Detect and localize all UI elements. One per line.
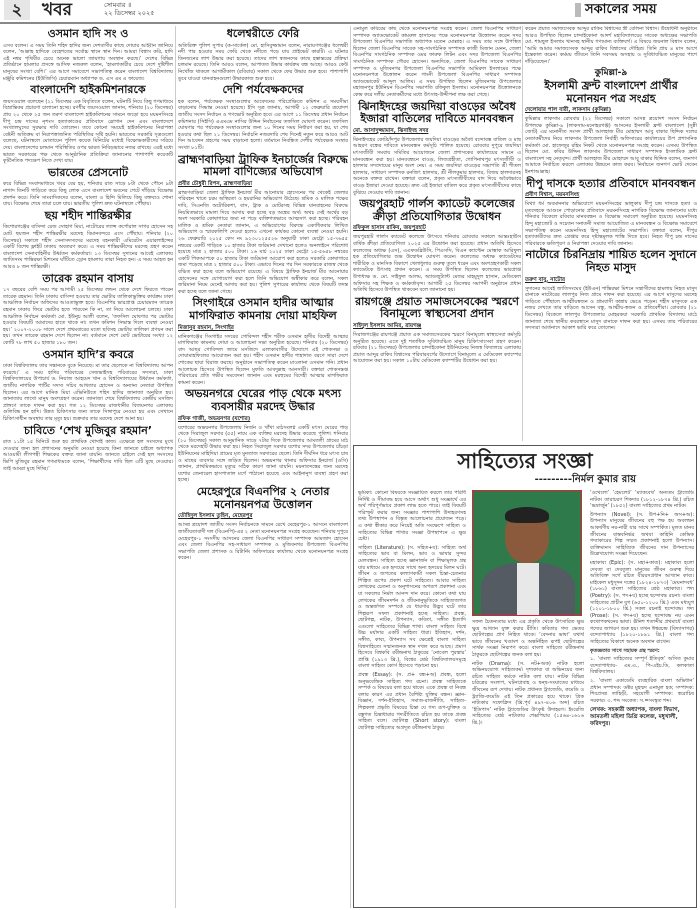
section-title: খবর xyxy=(42,0,72,20)
reference-item: ১. ‘বাংলা সাহিত্যের সম্পূর্ণ ইতিবৃত্ত’ অসিত কুমার বন্দ্যোপাধ্যায়- এম.এ., পি-এইচ.ডি, কলকাতা বিশ্ববিদ্যালয়। xyxy=(590,656,694,676)
article-body: রাত ১১টা ১৫ মিনিটে শুরু হয় প্রাথমিক খোদাই কাজ। এক্ষেত্রে হল সংসদের মুখে দেওয়ার জন্য হল প্রশাসনের অনুমতি নেওয়া হয়েছে কিনা জানতে চাইলে অধ্যাপক আওয়ামী লীগপন্থী শিক্ষকের বক্তব্য জানা যায়নি। জানতে চাইলে সেই হল সংসদের ভিপি মুজিবুর রহমান গণমাধ্যমকে বলেন, ‘শিক্ষার্থীদের দাবি ছিল এটি মুছে দেওয়ার। তাই আমরা মুছে দিচ্ছি।’ xyxy=(3,439,173,472)
feature-column-middle xyxy=(472,490,584,905)
article-body: সুদানের আবেই জাতিসংঘের (ইউএন) শান্তিরক্ষা মিশনে সন্ত্রাসীদের হামলায় নিহত মাসুদ রানাকে নাটোরের লালপুর নিজ গ্রামে দাফন করা হয়েছে। এর আগে মাসুদের মরদেহ গাড়িতে পৌঁছালে আত্মীয়স্বজন ও গ্রামবাসী কান্নায় ভেঙে পড়েন। শহীদ মাসুদকে এক নজর দেখতে তার বাড়িতে আসেন বন্ধু, আত্মীয়-স্বজন ও প্রতিবেশীরা। রোববার (২১ ডিসেম্বর) বিকেলে লালপুর উপজেলার মোহরকয়া সরকারি প্রাথমিক বিদ্যালয় মাঠে জানাজা শেষে স্থানীয় কবরস্থানে মাসুদ রানাকে দাফন করা হয়। এসময় তার পরিবারের সদস্যরা আর্তনাদে আকাশ ভারি করে তোলেন। xyxy=(525,285,697,332)
headline[interactable]: জয়পুরহাট গার্লস ক্যাডেট কলেজের ক্রীড়া প্রতিযোগিতার উদ্বোধন xyxy=(359,197,515,223)
article-body: যশোরের অভয়নগর উপজেলায় নির্জন ও খাঁখা মাঠসংলগ্ন একটি মৎস্য ঘেরের পাড় থেকে সিরাজুল সরদার (৫৫) নামে এক ব্যক্তির মরদেহ উদ্ধার করেছে পুলিশ। শনিবার (২০ ডিসেম্বর) সকাল আনুমানিক সাড়ে ৭টার দিকে উপজেলার আমতলী গ্রামের মাঠ থেকে মরদেহটি উদ্ধার করা হয়। নিহত সিরাজুল সরদার যশোর সদর উপজেলার চাঁচড়া ইউনিয়নের মাহিদিয়া গ্রামের মৃত মুনতাজ সরদারের ছেলে। তিনি দীর্ঘদিন ধরে মৎস্য চাষ ও মাছের ব্যবসার সঙ্গে জড়িত ছিলেন। অভয়নগর থানার অফিসার ইনচার্জ (ওসি) জানান, প্রাথমিকভাবে মৃত্যুর সঠিক কারণ জানা যায়নি। ময়নাতদন্তের জন্য মরদেহ যশোর জেনারেল হাসপাতাল মর্গে পাঠানো হয়েছে এবং আইনানুগ ব্যবস্থা গ্রহণ করা হচ্ছে। xyxy=(178,424,348,484)
article-body: সিরাজগঞ্জের রায়গঞ্জে প্রয়াত এক সমাজসেবকের স্মরণে বিনামূল্যে স্বাস্থ্যসেবা কর্মসূচি অনুষ্ঠিত হয়েছে। এতে দুই শতাধিক সুবিধাবঞ্চিত মানুষ চিকিৎসাসেবা গ্রহণ করেন। রবিবার (২১ ডিসেম্বর) উপজেলার চান্দাইকোনা ইউনিয়নের নিজস্ব বিদ্যালয়ে এলাকায় প্রয়াত আব্দুর রাকিব বিশ্বাসের পরিবারবর্গের উদ্যোগে বিনামূল্যে এ মেডিকেল ক্যাম্পের আয়োজন করা হয়। সকাল ১০টায় মেডিকেল ক্যাম্পটির উদ্বোধন করা হয়। xyxy=(353,332,521,365)
feature-column-left xyxy=(358,490,466,905)
column-2 xyxy=(178,26,348,908)
date-block xyxy=(104,1,154,17)
page-number: ২ xyxy=(4,0,30,20)
article-body: আসন্ন ত্রয়োদশ জাতীয় সংসদ নির্বাচনকে সামনে রেখে মেহেরপুর-১ আসনে বাংলাদেশ জাতীয়তাবাদী দল (বিএনপি)-এর ২ নেতা মনোনয়নপত্র সংগ্রহ করেছেন। শনিবার দুপুরে মেহেরপুর-১ সংসদীয় আসনের জেলা বিএনপির সাধারণ সম্পাদক আমজাদ হোসেন এবং জেলা বিএনপির সহ-সাধারণ সম্পাদক ও মুজিবনগর উপজেলা বিএনপির সভাপতি জেলা প্রশাসক ও রিটার্নিং অফিসারের কার্যালয় থেকে মনোনয়নপত্র সংগ্রহ করেন। xyxy=(178,522,348,562)
article-body: মহাকাব্য (Epic): (স. মহা+কাব্য): মহাকাব্য হলো দেবতা বা দেবতুল্য মানুষের জীবন গুরুত্ব দিয়ে অতিবিক্ত সর্গে রচিত বীররসপ্রধান আখ্যান কাব্য। মাইকেল মধুসূদন দত্তের (১৮২৪-১৮৭৩) ‘মেঘনাদবধ’ (১৮৬১) বাংলা সাহিত্যের শ্রেষ্ঠ মহাকাব্য। পদ্য (Poetry): (স. পদ+য) হচ্ছে ছন্দোবদ্ধ রচনা। বাংলা সাহিত্যের প্রাচীন যুগ (৬৫০-১২০০ খ্রি.) এবং মধ্যযুগ (১২০১-১৮০০ খ্রি.) সকল রচনাই ছন্দোবদ্ধ। গদ্য (Prose): (স. গদ+য) হচ্ছে ছন্দোবদ্ধ নয় এমন কথোপকথনের ভাষা। ঊনিশ শতাব্দীর প্রথমার্ধে বাংলা গদ্যের জাগরণ শুরু হয়। তখন ঈশ্বরচন্দ্র (বিদ্যাসাগর) বন্দ্যোপাধ্যায় (১৮২০-১৮৯১ খ্রি.) বাংলা গদ্য সাহিত্যের বিকাশে অনেক অবদান রাখেন। xyxy=(590,559,694,646)
headline[interactable]: দেশি পর্যবেক্ষকদের xyxy=(222,83,304,97)
article-body: ঝিনাইদহের কোটচাঁদপুর উপজেলার জয়দিয়া বাওড়ের অবৈধ বন্দোবস্ত বাতিল ও মাছ আহরণ বন্ধের দাবিতে মানববন্ধন কর্মসূচি পালিত হয়েছে। রোববার দুপুরে জয়দিয়া মৎস্যজীবী সমবায় সমিতির আয়োজনে জেলা প্রশাসকের কার্যালয়ের সামনে এ মানববন্ধন করা হয়। মানববন্ধনে বাওড়, লিজগ্রহীতা, গোপিনাথপুর মৎস্যজীবী ও হালদার সম্প্রদায়ের মানুষ অংশ নেয়। এ সময় জয়দিয়া বাওড়ের সভাপতি শ্রী শীতল হালদার, সাধারণ সম্পাদক রনজিৎ হালদার, শ্রী নীলকুমার হালদার, বিজয় হালদারসহ অনেকে বক্তব্য রাখেন। বক্তারা বলেন, প্রকৃত মৎস্যজীবীদের বাদ দিয়ে অবৈধভাবে বাওড় ইজারা দেওয়া হয়েছে। দ্রুত এই ইজারা বাতিল করে প্রকৃত মৎস্যজীবীদের কাছে বুঝিয়ে দেওয়ার দাবি জানান। xyxy=(353,136,521,196)
column-rule xyxy=(350,26,351,908)
byline: রফিক গাজী, অভয়নগর (যশোর) xyxy=(178,415,251,422)
byline: তরুণ বাবু, নাটোর xyxy=(525,276,566,283)
column-rule xyxy=(522,26,523,441)
byline: প্রবীণ বিশ্বাস, ময়মনসিংহ xyxy=(525,192,580,199)
byline: সাইদুল ইসলাম আমির, রায়গঞ্জ xyxy=(353,323,422,330)
byline: রফিকুল হাসান রাকিব, জয়পুরহাট xyxy=(353,225,426,232)
literature-feature-box xyxy=(353,445,697,908)
article-body: জয়সওয়াল বলেছেন (২১ ডিসেম্বর এক বিবৃতিতে বলেন, ঘটনাটি নিয়ে কিছু গণমাধ্যমে বিভ্রান্তিকর প্রচারণা চালানো হচ্ছে। রণধীর জয়সওয়াল জানান, শনিবার (২০ ডিসেম্বর) প্রায় ২০ থেকে ২৫ জন তরুণ বাংলাদেশ হাইকমিশনের সামনে জড়ো হয়ে ময়মনসিংহে দীপু চন্দ্র দাসের নৃশংস হত্যাকাণ্ডের প্রতিবাদে স্লোগান দেন এবং বাংলাদেশে সংখ্যালঘুদের সুরক্ষার দাবি তোলেন। তবে কোনো সময়েই হাইকমিশনের নিরাপত্তা বেষ্টনী অতিক্রম বা নিরাপত্তাজনিত পরিস্থিতির সৃষ্টি হয়নি। ভারতের সরকারি সূত্রগুলো বলেছে, ঘটনাস্থলে মোতায়েন পুলিশ কয়েক মিনিটের মধ্যেই বিক্ষোভকারীদের সরিয়ে দেয়। বাংলাদেশের চলমান পরিস্থিতির ওপর ভারত নিবিড়ভাবে নজর রাখছে। এরই মধ্যে ভারত সরকারের পক্ষ থেকে আনুষ্ঠানিক প্রতিক্রিয়া জানানোর পাশাপাশি কয়েকটি কূটনৈতিক পদক্ষেপ নিতে দেখা যায়। xyxy=(3,98,173,165)
headline[interactable]: ব্রাহ্মণবাড়িয়া ট্রাফিক ইনচার্জের বিরুদ্ধে মামলা বাণিজ্যের অভিযোগ xyxy=(178,152,348,179)
column-3 xyxy=(353,26,521,466)
headline[interactable]: ছয় শহীদ শান্তিরক্ষীর xyxy=(44,208,132,222)
headline[interactable]: অভয়নগরে ঘেরের পাড় থেকে মৎস্য ব্যবসায়ীর মরদেহ উদ্ধার xyxy=(184,387,342,414)
article-body: মানিকগঞ্জের সিংগাইর সদরের গোবিন্দল শহীদ শরীফ ওসমান হাদীর বিদেহী আত্মার মাগফিরাত কামনায় দোয়া ও আলোচনা সভা অনুষ্ঠিত হয়েছে। শনিবার (২০ ডিসেম্বর) বাদ আছর গোবিন্দল জামে মসজিদে এলাকাবাসীর উদ্যোগে এই শোকসভা ও দোয়ামাহফিলের আয়োজন করা হয়। শহীদ ওসমান হাদীর শাহাদাত বরণে সারা দেশে শোকের ছায়া বিরাজ করছে। অনুষ্ঠানে সভাপতিত্ব করেন মাওলানা ওসমান গনি। প্রধান আলোচক হিসেবে উপস্থিত ছিলেন মুফতি আবদুল্লাহ আনসারী। বক্তারা শোকসন্তপ্ত পরিবারের প্রতি গভীর সমবেদনা জানান এবং মরহুমের বিদেহী আত্মার মাগফিরাত কামনা করেন। xyxy=(178,333,348,386)
article-body: হক বলেন, পর্যবেক্ষক সংস্থাগুলোর আবেদনের পরিপ্রেক্ষিতে কমিশন এ সময়সীমা বাড়ানোর সিদ্ধান্ত নেওয়া হয়েছে। ইসি সূত্র জানায়, আগামী ১২ ফেব্রুয়ারি ত্রয়োদশ জাতীয় সংসদ নির্বাচন ও গণভোট অনুষ্ঠিত হবে। এর আগে ১১ ডিসেম্বর প্রধান নির্বাচন কমিশনার (সিইসি) এএমএম নাসির উদ্দিন নির্বাচনের তফসিল ঘোষণা করেন। তফসিল ঘোষণার পর পর্যবেক্ষক সংস্থাগুলোর জন্য ১০ দিনের সময় নির্ধারণ করা হয়, যা শেষ হওয়ার কথা ছিল ২১ ডিসেম্বর। নির্বাচনি নজরদারি শেষ দিনেই নতুন করে আরও আট দিন আবেদন গ্রহণের সময় বাড়ানো হলো। বর্তমানে নিবন্ধিত দেশীয় পর্যবেক্ষক সংস্থার সংখ্যা ৮১টি। xyxy=(178,98,348,151)
column-rule xyxy=(175,26,176,908)
article-body: নাটক (Drama): (স. নট+অক) নাটক হলো অভিনয়যোগ্য সাহিত্যকর্ম। দৃশ্যকাব্য বা অভিনয়ের জন্য রচিত সাহিত্য কর্মকে নাটক বলা যায়। নাটক বিভিন্ন চরিত্রের সংলাপ, ঘটনাপ্রবাহ ও দ্বন্দ্ব-সংঘাতের মাধ্যমে জীবনের রূপ দেখায়। নাটক প্রধানত ট্র্যাজেডি, কমেডি ও ট্র্যাজি-কমেডি এই তিন প্রকারের হয়ে থাকে। গ্রিক নাট্যকার সফোক্লিস (খ্রি.পূর্ব ৪৯৭-৪০৬ অব্দ) রচিত ‘ইডিপাস’ নাটক ট্র্যাজেডির উৎকৃষ্ট উদাহরণ। ইংরেজি সাহিত্যের শ্রেষ্ঠ নাট্যকার শেক্সপিয়ার (১৫৬৪-১৬১৬ খ্রি.)। xyxy=(472,660,584,726)
headline[interactable]: ঝিনাইদহের জয়দিয়া বাওড়ের অবৈধ ইজারা বাতিলের দাবিতে মানববন্ধন xyxy=(358,99,516,126)
headline[interactable]: ভারতের প্রেসনোট xyxy=(47,165,129,179)
article-body: ‘ওথেলো’ ‘হেমলেট’ ‘ম্যাকবেথ’ অন্যতম ট্রাজেডি নাটক। তারাচরণ শিকদার (১৮১২-১৮৭৪ খ্রি.) রচিত ‘ভদ্রার্জুন’ (১৮৫২) বাংলা সাহিত্যের প্রথম নাটক। xyxy=(590,490,694,510)
headline[interactable]: দীপু দাসকে হত্যার প্রতিবাদে মানববন্ধন xyxy=(526,176,696,190)
newspaper-logo: সকালের সময় xyxy=(585,2,657,17)
date-label: ২২ ডিসেম্বর ২০২৫ xyxy=(104,9,155,17)
article-body: জয়পুরহাট গার্লস ক্যাডেট কলেজে উৎসবে শনিবার রোববার সকালে আন্তঃহাউস বার্ষিক ক্রীড়া প্রতিযোগিতা ২০২৫ এর উদ্বোধন করা হয়েছে। প্রধান অতিথি হিসেবে কলেজের অধ্যক্ষ (এস), এএফডব্লিউসি, পিএসসি, বিএন ক্যাপ্টেন মোস্তাক আরিফুল হক প্রতিযোগিতার শুভ উদ্বোধন ঘোষণা করেন। কলেজের অধ্যক্ষ ক্যাডেটদের শারীরিক ও মানসিক বিকাশে খেলাধুলার গুরুত্ব তুলে ধরেন এবং অংশগ্রহণকারী সকল ক্যাডেটকে উৎসাহ প্রদান করেন। এ সময় উপস্থিত ছিলেন কলেজের ভারপ্রাপ্ত উপাধ্যক্ষ ড. মো. সাইফুল আলম, অ্যাডজুট্যান্ট মেজর মাহমুদুল হাসান, মেডিকেল অফিসার সহ শিক্ষক ও কর্মকর্তাবৃন্দ। আগামী ২৫ ডিসেম্বর সমাপনী অনুষ্ঠানে প্রধান অতিথি হিসেবে উপস্থিত থাকবেন বলে জানানো হয়। xyxy=(353,234,521,294)
article-body: এসব বলেন। এ সময় তিনি শহিদ হাদির জন্য দেশবাসীর কাছে দোয়ার আহ্বান জানিয়ে বলেন, ‘আল্লাহ হাদিকে বেহেশতের সর্বোচ্চ স্থানে স্থান দিন। আমরা বিশ্বাস করি, হাদি এই নশ্বর পৃথিবীর চেয়ে অনেক ভালো জায়গায় অবস্থান করছে।’ দেশের বিভিন্ন প্রতিষ্ঠানে হামলার প্রসঙ্গে আসিফ নজরুল বলেন, ‘হামলাকারীর চেয়ে দেশে দুষ্টিশীল মানুষের সংখ্যা বেশি।’ এর আগে সমাবেশে সভাপতিত্ব করেন বাংলাদেশ বিশ্ববিদ্যালয় মঞ্জুরি কমিশনের (ইউজিসি) চেয়ারম্যান অধ্যাপক ড. এস এম এ ফায়েজ। xyxy=(3,42,173,82)
byline: প্রবীর চৌধুরী রিপন, ব্রাহ্মণবাড়িয়া xyxy=(178,180,252,187)
column-1 xyxy=(3,26,173,908)
feature-author: ---------নির্মল কুমার রায় xyxy=(534,474,636,485)
article-body: এনামুল কবিরের কাছ থেকে মনোনয়নপত্র সংগ্রহ করেন। জেলা বিএনপির সাধারণ সম্পাদক অ্যাডভোকেট কামরুল হাসানের পক্ষে মনোনয়নপত্র উত্তোলন করেন সদর উপজেলা বিএনপির সভাপতি অধ্যাপক মতেন মোল্লাহ। এ সময় তার সঙ্গে উপস্থিত ছিলেন জেলা বিএনপির সাবেক সহ-সাংগঠনিক সম্পাদক কাজী মিজান মেনন, জেলা বিএনপির সাংগঠনিক সম্পাদক ওমর ফারুক লিটন এবং সদর উপজেলা বিএনপির সাংগঠনিক সম্পাদক গৌরব হোসেন। অন্যদিকে, জেলা বিএনপির সাবেক সাধারণ সম্পাদক ও মুজিবনগর উপজেলা বিএনপির সভাপতি আমিরুল ইসলামের পক্ষে মনোনয়নপত্র উত্তোলন করেন গাংনী উপজেলা বিএনপির সাধারণ সম্পাদক অ্যাডভোকেট আব্দুল আলিম। এ সময় উপস্থিত ছিলেন মুজিবনগর উপজেলার মহাজনপুর ইউনিয়ন বিএনপির সভাপতি রফিকুল ইসলাম। মনোনয়নপত্র উত্তোলনকে কেন্দ্র করে দলীয় নেতাকর্মীদের মধ্যে উৎসাহ-উদ্দীপনা লক্ষ করা গেছে। xyxy=(353,26,521,98)
article-body: অতিরিক্ত পুলিশ সুপার (ক-সার্কেল) মো. হাসিবুজ্জামান বলেন, নারায়ণগঞ্জের ধলেশ্বরী নদী পার হওয়ার সময় ফেরি থেকে নদীতে পড়ে যায় প্রাইভেট কারটি। এ ঘটনার তিনজনের লাশ উদ্ধার করা হয়েছে। তাদের লাশ স্বজনদের কাছে হস্তান্তরের প্রক্রিয়া চলমান রয়েছে। তিনি আরও বলেন, আপাতত উদ্ধার কার্যক্রম বন্ধ আছে। আরও কেউ নিখোঁজ থাকলে আগামীকাল (রবিবার) সকাল থেকে ফের উদ্ধার শুরু হবে। পাশাপাশি ডুবে যাওয়া যানবাহনগুলো উদ্ধারকাজ শুরু হবে। xyxy=(178,42,348,82)
headline[interactable]: তারেক রহমান বাসায় xyxy=(42,271,134,285)
feature-title[interactable]: সাহিত্যের সংজ্ঞা xyxy=(457,449,593,473)
article-body: কুমিল্লার লাকসাম রোববার (২২ ডিসেম্বর) সকালে আসন্ন ত্রয়োদশ সংসদ নির্বাচন উপলক্ষে কুমিল্লা-৯ (লাকসাম-মনোহরগঞ্জ) আসনের ইসলামী ফ্রন্ট বাংলাদেশ (সুন্নী জোট) এর মনোনীত সংসদ প্রার্থী আলহাজ মীর মোহাম্মদ আবু বাকার ছিদ্দিক দলের নেতাকর্মীদের নিয়ে লাকসাম উপজেলা নির্বাহী অফিসারের কার্যালয়ের উপ প্রশাসনিক কর্মকর্তা মো. হাফেজুর রহিম নিকট থেকে মনোনয়নপত্র সংগ্রহ করেন। এসময় উপস্থিত ছিলেন মো. কবির উদ্দিন লাকসাম উপজেলা সাধারণ সম্পাদক ইসলামিক ফ্রন্ট বাংলাদেশ সহ নেতৃবৃন্দ। প্রার্থী আলহাজ মীর মোহাম্মদ আবু বাকার ছিদ্দিক বলেন, জনগণ আমাকে নির্বাচিত করলে এলাকার উন্নয়নে কাজ করব। নির্বাচনে জনগণ ভোট দেবেন ইনশাআল্লাহ। xyxy=(525,116,697,175)
headline[interactable]: সিংগাইরে ওসমান হাদীর আত্মার মাগফিরাত কামনায় দোয়া মাহফিল xyxy=(189,296,337,323)
article-body: মিথ্যা ধর্ম অবমাননার অভিযোগে ময়মনসিংহের ভালুকায় দীপু চন্দ্র দাসকে হত্যা ও মৃতদেহকে আগুনে পোড়ানোর প্রতিবাদে ময়মনসিংহে নাগরিক বিক্ষোভ জানানোর মধ্যে শনিবার বিকেলে রবিবার মানববন্ধন ও বিক্ষোভ সমাবেশ অনুষ্ঠিত হয়েছে। ময়মনসিংহ হিন্দু মহাজোট ও সচেতন সনাতনী সমাজ আয়োজিত এ মানববন্ধন ও বিক্ষোভ সমাবেশে সভাপতিত্ব করেন ময়মনসিংহ হিন্দু মহাজোটের সভাপতি। বক্তারা বলেন, দীপুর হত্যাকারীদের দ্রুত গ্রেপ্তার করে দৃষ্টান্তমূলক শাস্তি দিতে হবে। নিহত দীপু চন্দ্র দাসের পরিবারকে ক্ষতিপূরণ ও নিরাপত্তা দেওয়ার দাবি জানান। xyxy=(525,201,697,247)
references-title: কৃতজ্ঞতার সাথে সহায়ক গ্রন্থ স্মরণ: xyxy=(590,647,660,654)
headline[interactable]: রায়গঞ্জে প্রয়াত সমাজসেবকের স্মরণে বিনামূল্যে স্বাস্থ্যসেবা প্রদান xyxy=(355,294,519,321)
author-photo xyxy=(472,490,582,616)
headline[interactable]: বাংলাদেশি হাইকমিশনারকে xyxy=(30,83,146,97)
author-note: লেখক: সহকারী অধ্যাপক, বাংলা বিভাগ, আমতলী মহিলা ডিগ্রি কলেজ, মধুখালী, ফরিদপুর। xyxy=(590,707,680,728)
byline: মো. আসাদুজ্জামান, ঝিনাইদহ সদর xyxy=(353,127,429,134)
article-body: উপন্যাস (Novel): (স. উপ+নি+ অস+অ): উপন্যাস মানুষের জীবনের বহু পক্ষ হয় অবলম্বন আকর্ষণীয় নর-নারী যার সাথে সম্পর্কিত। মূলত মানব জীবনের বাস্তবনির্ভর অথবা কাহিনি কেন্দ্রিক গদ্যাকারের শিল্প সম্মত প্রকাশনাই হলো উপন্যাস। ব্যক্তিমানস সাহিত্যিক জীবনের দান উপন্যাসের উল্লেখযোগ্য সংজ্ঞা দিয়েছেন। xyxy=(590,511,694,558)
article-body: করেন প্রয়াত সমাজসেবক আব্দুর রাকিব বিশ্বাসের স্ত্রী বেলিনা বিশ্বাস। উদ্বোধনী অনুষ্ঠানে আরও উপস্থিত ছিলেন চান্দাইকোনা আদর্শ মহাবিদ্যালয়ের সাবেক অধ্যক্ষের সভাপতি মো. শামছুল ইসলাম খানসহ স্থানীয় গণ্যমান্য ব্যক্তিবর্গ। এ বিষয়ে জয়নাল বিশ্বাস বলেন, ‘আমি আমার সমাজসেবক আব্দুর রাকিব বিশ্বাসের দৌহিত্র। তিনি প্রায় ৪ মাস আগে ইন্তেকাল করেন। কর্মময় জীবনে তিনি সবসময় অসহায় ও সুবিধাবঞ্চিত মানুষের পাশে দাঁড়িয়েছেন।’ xyxy=(525,26,697,65)
article-body: ব্রাহ্মণবাড়িয়া জেলা ট্রাফিক ইনচার্জ মীর আনোয়ার হোসেনের পর থেকেই জেলার পরিবহন খাতে চরম অস্থিরতা ও হয়রানির অভিযোগ উঠেছে। শ্রমিক ও মালিক পক্ষের দাবি, সিএনজি অটোরিকশা, বাস, ট্রাক ও মোটরসহ বিভিন্ন যানবাহনের বিরুদ্ধে নিয়মিতভাবে মামলা দিয়ে আদায় করা হচ্ছে বড় অঙ্কের অর্থ। অথচ সেই অর্থের বড় অংশ সরকারি কোষাগারে জমা না পড়ে ব্যক্তিগতভাবে আত্মসাৎ করা হচ্ছে। পরিবহন মালিক ও শ্রমিক নেতারা জানান, এ অভিযোগের বিরুদ্ধে একাধিকবার লিখিত অভিযোগ ও স্মারকলিপি দেওয়া হলেও এখনো কার্যকর কোনো ব্যবস্থা নেওয়া হয়নি। ২৬ ফেব্রুয়ারি ২০২৫ কেস নং ৯২৩০১২৫৫২৬ অনুযায়ী ঢাকা মেট্রো ১৫-৭৬৫৫ নম্বরের একটি গাড়িকে ১০ হাজার টাকা জরিমানা দেখানো হলেও অনলাইনে পরিশোধ হয়েছে মাত্র ২ হাজার ৫০০ টাকা। ১৬ মার্চ ২০২৫ ঢাকা মেট্রো ১৫-৫৬৫৮ নম্বরের একটি পিকআপকে ৫০ হাজার টাকা জরিমানা আরোপ করা হলেও সরকারি কোষাগারে জমা পড়েছে মাত্র ২ হাজার ৫০০ টাকা। এভাবে দিনের পর দিন সরকারকে রাজস্ব থেকে বঞ্চিত করা হচ্ছে বলে অভিযোগ রয়েছে। এ বিষয়ে ট্রাফিক ইনচার্জ মীর আনোয়ার হোসেনের সঙ্গে যোগাযোগ করা হলে তিনি অভিযোগ অস্বীকার করে বলেন, সকল জরিমানা নিয়ম মেনেই আদায় করা হয়। পুলিশ সুপারের কার্যালয় থেকে বিষয়টি তদন্ত করা হচ্ছে বলে জানা গেছে। xyxy=(178,189,348,295)
byline: মিজানুর রহমান, সিংগাইর xyxy=(178,324,234,331)
article-body: প্রবন্ধ (Essay): (স. প্র+ বন্ধ+অ) প্রবন্ধ, হলো অনুভবেন্দ্রিক সাহিত্য গদ্য রচনা। প্রবন্ধ সাহিত্যকে সম্পর্ক ও বিষয়ের বলা হয়ে থাকে। একে প্রবন্ধ বা নিবন্ধ বলার কারণ এর প্রধান বৈশিষ্ট্য যুক্তির বন্ধন। জ্ঞান-বিজ্ঞান, দর্শন-ইতিহাস, সমাজ-রাজনীতি, সাহিত্য-শিল্পকলা প্রভৃতি বিষয়ের চিন্তা যে গদ্য রূপ-যুক্তিক ও বস্তুগত চিন্তাধারার গদ্যরীতিতে রচিত হয় তাকে প্রবন্ধ সাহিত্য বলে। ছোটগল্প (Short story): বাংলা ছোটগল্প সাহিত্যের অগ্রদূত রবীন্দ্রনাথ ঠাকুর। xyxy=(358,672,466,731)
article-body: ঢাকা বিশ্ববিদ্যালয় তার সন্তানকে বুকে নিয়েছে। মা তার ছেলেকে না বিশ্ববিদ্যালয় আপন করেছে।’ এ সময় হাদির পরিবারের সেজভাইসহ পরিবারের সদস্যরা, ঢাকা বিশ্ববিদ্যালয়ের উপাচার্য ড. নিয়াজ আহমেদ খান ও বিশ্ববিদ্যালয়ের উর্ধ্বতন কর্মকর্তা, জাতীয় নাগরিক পার্টির সদস্য সচিব আখতার হোসেন ও অন্যান্য নেতারা উপস্থিত ছিলেন। এর আগে মানিক মিয়া এভিনিউতে শহিদ হাদির জানাজা অনুষ্ঠিত হয়। জানাজায় লাখো মানুষ অংশগ্রহণ করেন। জানাজা শেষে বিশ্ববিদ্যালয় কেন্দ্রীয় মসজিদ প্রাঙ্গণে তাকে দাফন করা হয়। গত ১২ ডিসেম্বর রাজধানীর বিজয়নগর এলাকায় গুলিবিদ্ধ হন হাদি। উন্নত চিকিৎসার জন্য তাকে সিঙ্গাপুরে নেওয়া হয় এবং সেখানে চিকিৎসাধীন অবস্থায় তার মৃত্যু হয়। শুক্রবার তার মরদেহ দেশে আনা হয়। xyxy=(3,363,173,422)
headline[interactable]: ওসমান হাদি’র কবরে xyxy=(42,347,134,361)
headline[interactable]: ধলেশ্বরীতে ফেরি xyxy=(226,27,300,40)
article-body: করে বিভিন্ন সংবাদমাধ্যমে খবর বের হয়, শনিবার রাত সাড়ে ৮টা থেকে পৌনে ৯টা নাগাদ তিনটি গাড়িতে করে কিছু লোক এসে বাংলাদেশ ভবনের গেটে দাঁড়িয়ে বিক্ষোভ প্রদর্শন করে। তিনি সাংবাদিকদের বলেন, বাংলা ও হিন্দি মিলিয়ে কিছু বক্তব্যও শোনা যায়। বিক্ষোভ শেষে তারা চলে যায়। ভারতীয় পুলিশ দ্রুত ঘটনাস্থলে পৌঁছায়। xyxy=(3,181,173,208)
byline: তৌহিদুল ইসলাম তুহিন, মেহেরপুর xyxy=(178,513,253,520)
column-4 xyxy=(525,26,697,441)
article-body: সফল চৈতন্যতার মধ্যে এর প্রকৃতি থেকে উৎসারিত ক্ষুদ্র ক্ষুদ্র আখ্যান যুক্ত করার রীতি। কবিতার গদ্য ভেতর ছোটগল্পের প্রাণ নিহিত থাকে। ‘বেদনার ভাষা’ যথার্থ ভাবে জীবনের খণ্ডাংশ ও অন্তর্নিহিত রূপই ছোটগল্পের সার্থক সংজ্ঞা নিরূপণ করে। বাংলা সাহিত্যে রবীন্দ্রনাথ ঠাকুরকে ছোটগল্পের জনক বলা হয়। xyxy=(472,619,584,658)
article-body: সাহিত্য (Literature): (স. সহিত+য): সাহিত্য অর্থ সাহিত্যের ভাব বা মিলন, ভাব ও ভাষার সুন্দর মেলবন্ধন। সাহিত্য হচ্ছে জ্ঞানার্জন বা শিক্ষামূলক গ্রন্থ যার মাধ্যমে এক হৃদয়ের সাথে অন্য হৃদয়ের মিলন ঘটে। জীবন ও জগতের কল্যাণকামী সকল চিন্তা-চেতনার শিল্পিত রূপের প্রকাশ ঘটে সাহিত্যে। আবার সাহিত্য লেখকের চেতনা ও অনুশাসনের অপরূপ প্রকাশনা এবং যা সকলের নির্মল আনন্দ দান করে। কোনো কথা যায় লেখকের জীবনদর্শন ও জীবনানুভূতিকে সাহিত্যজগত ও অন্তর্জগত সম্পর্কে যে ধারণার উদ্ভব ঘটে তার শিল্পরূপ সফল প্রকাশনাই হচ্ছে সাহিত্য। প্রবন্ধ, ছোটগল্প, নাটক, উপন্যাস, কবিতা, সঙ্গীত ইত্যাদি এগুলো সাহিত্যের বিভিন্ন শাখা। বাংলা সাহিত্য বিশ্বে উচ্চ মর্যাদার একটি সাহিত্য ধারা। ইতিহাস, দর্শন, সঙ্গীত, কাব্য, উপন্যাস সব ক্ষেত্রেই বাংলা সাহিত্য বিশ্বসাহিত্যে সম্মানজনক স্থান দখল করে আছে। প্রমাণ হিসেবে বিশ্বকবি রবীন্দ্রনাথ ঠাকুরের ‘নোবেল পুরস্কার’ প্রাপ্তি (১৯১৩ খ্রি.), বিশ্বের শ্রেষ্ঠ বিশ্ববিদ্যালয়সমূহে বাংলা সাহিত্য কোর্স হিসেবে পড়ানো হয়। xyxy=(358,544,466,670)
headline[interactable]: মেহেরপুরে বিএনপির ২ নেতার মনোনয়নপত্র উত্তোলন xyxy=(196,485,330,511)
masthead-divider xyxy=(575,3,581,17)
headline[interactable]: চাবিতে ‘শেখ মুজিবুর রহমান’ xyxy=(23,423,153,437)
masthead xyxy=(0,0,700,24)
photo-hair xyxy=(505,507,549,523)
headline-kicker: কুমিল্লা-৯ xyxy=(594,67,628,78)
feature-column-right xyxy=(590,490,694,905)
byline: দেলোয়ার পাল বারী, লাকসাম (কুমিল্লা) xyxy=(525,107,612,114)
article-body: ভূমিকা: কোনো বিষয়কে সংজ্ঞায়িত করলে তার পরিধি নির্দিষ্ট ও সীমাবদ্ধ হয়ে আসে অর্থাৎ শুধু সংজ্ঞার্থে এর অর্থ পরিপূর্ণভাবে প্রকাশ লাভ হতে পারে। তাই বিষয়টি পরিস্ফুট করার জন্য সংজ্ঞার পাশাপাশি উদাহরণসহ তথ্য উপস্থাপন ও বিস্তৃত আলোচনার প্রয়োজন পড়ে। এ কথা স্বীকার করে নিয়েই অতি সংক্ষেপে সাহিত্য ও সাহিত্যের বিভিন্ন শাখার সংজ্ঞা উপস্থাপনে এ ক্ষুদ্র চেষ্টা। xyxy=(358,490,466,543)
day-label: সোমবার ॥ xyxy=(104,1,132,9)
reference-item: ২. ‘বাংলা একাডেমি ব্যবহারিক বাংলা অভিধান’ প্রধান সম্পাদক: ডক্টর মুহম্মদ এনামুল হক; সম্পাদক: শিবপ্রসন্ন লাহিড়ী, সহযোগী সম্পাদক: স্বরোচিষ সরকার। ৩. শব্দ সংকেত: স.=সংস্কৃত শব্দ। xyxy=(590,678,694,704)
photo-shirt xyxy=(517,563,539,616)
article-body: কিশোরগঞ্জের বাসিন্দা রেজ সোহাগ মিয়া, নাটোরের ল্যান্স কর্পোরাল সাগর হোসেন সহ মোট ছয়জন শহীদ শান্তিরক্ষীর মরদেহ বিমানবন্দরে এসে পৌঁছায়। শনিবার (২০ ডিসেম্বর) সকালে শহীদ সেনাসদস্যদের মরদেহ বহনকারী এমিরেটস এয়ারলাইন্সের একটি বিশেষ ফ্লাইট ঢাকায় অবতরণ করে। এ সময় শান্তিরক্ষীদের মরদেহ গ্রহণ করেন বাংলাদেশ সেনাবাহিনীর উর্ধ্বতন কর্মকর্তারা। ১৩ ডিসেম্বর সুদানের আবেই এলাকায় জাতিসংঘ শান্তিরক্ষা মিশনের ঘাঁটিতে ড্রোন হামলায় তারা নিহত হন। এ সময় আহত হন আরও ৮ জন শান্তিরক্ষী। xyxy=(3,224,173,270)
headline[interactable]: নাটোরে চিরনিদ্রায় শায়িত হলেন সুদানে নিহত মাসুদ xyxy=(525,248,697,274)
headline[interactable]: ওসমান হাদি সং ও xyxy=(47,27,129,40)
article-body: ১৭ বছরের বেশি সময় পর আগামী ২৫ ডিসেম্বর লন্ডন থেকে দেশে ফিরতে পারেন তারেক রহমান। তিনি ঢাকায় বাসিন্দা হওয়ায় তার ভোটার তালিকাভুক্তির কার্যক্রম ঢাকা আঞ্চলিক নির্বাচন অফিসের আওতাভুক্ত হবে। বিএনপির ভারপ্রাপ্ত চেয়ারম্যান তারেক রহমান ঢাকায় ফিরে ভোটার হতে পারবেন কি না, তা নিয়ে আলোচনা চলছে। ঢাকা আঞ্চলিক নির্বাচন কর্মকর্তা মো. ইউনুচ আলী বলেন, ‘তফসিল ঘোষণার পর ভোটার হওয়ার বিষয়টি আমাদের হাতে থাকে না। তখন কমিশন সিদ্ধান্ত দিলে ব্যবস্থা নেওয়া হয়।’ ২০০৭-২০০৮ সালে দেশে প্রথমবারের মতো ছবিসহ ভোটার তালিকা প্রণয়ন করা হয়। তখন তারেক রহমান দেশে ছিলেন না। বর্তমানে দেশে মোট ভোটারের সংখ্যা ১২ কোটি ৭৮ লাখ ৫০ হাজার ১৮০ জন। xyxy=(3,287,173,346)
headline[interactable]: ইসলামী ফ্রন্ট বাংলাদেশ প্রার্থীর মনোনয়ন পত্র সংগ্রহ xyxy=(544,78,678,105)
